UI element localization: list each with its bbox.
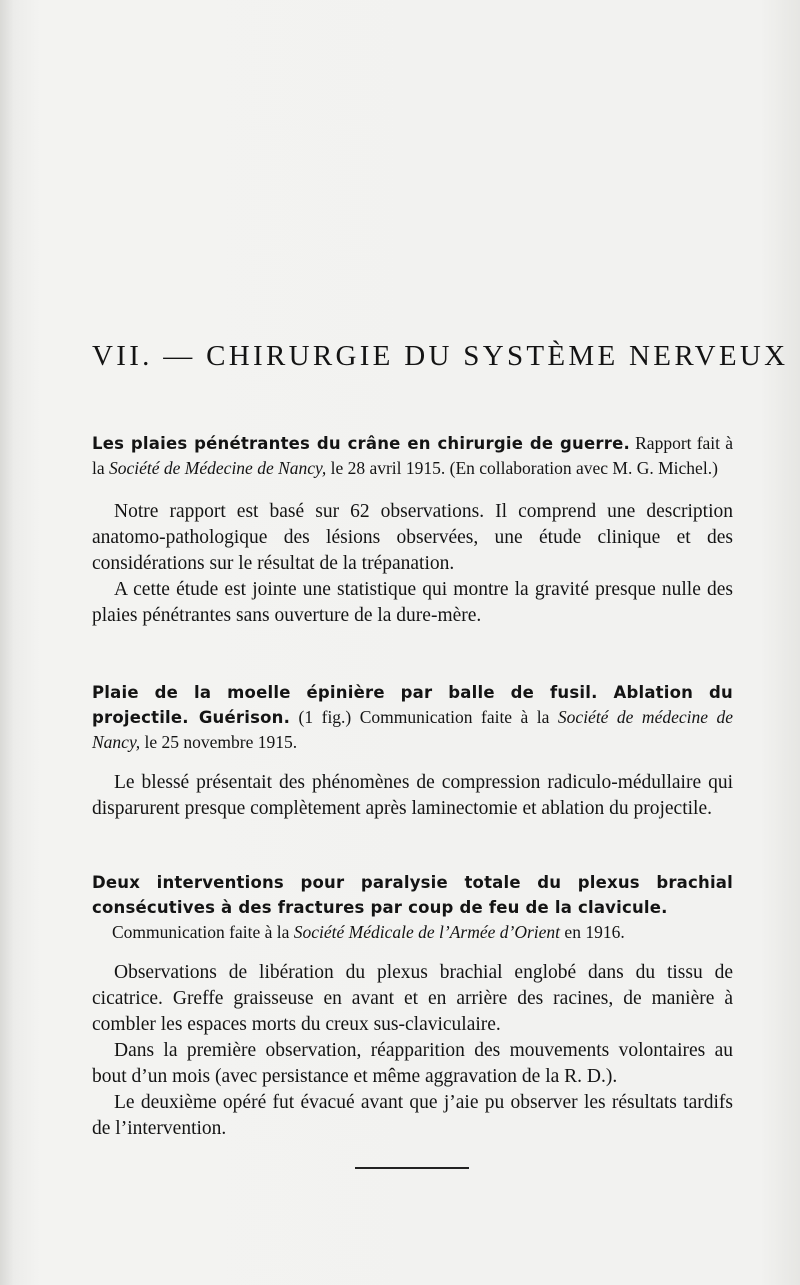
paragraph: Le deuxième opéré fut évacué avant que j’aie pu observer les résultats tardifs de l’intervention.: [92, 1092, 733, 1139]
entry-reference-prefix: Rapport fait à la: [92, 433, 734, 478]
entry-heading: [92, 870, 733, 944]
paragraph: Dans la première observation, réapparition des mouvements volontaires au bout d’un mois (avec persistance et même aggravation de la R. D.).: [92, 1040, 733, 1087]
entry-society: Société de Médecine de Nancy,: [109, 458, 327, 478]
chapter-title: VII. — CHIRURGIE DU SYSTÈME NERVEUX: [92, 340, 789, 372]
entry-society: Société Médicale de l’Armée d’Orient: [293, 922, 561, 942]
paragraph: Observations de libération du plexus brachial englobé dans du tissu de cicatrice. Greffe graisseuse en avant et en arrière des racines, de manière à combler les espaces morts du creux sus-claviculaire.: [92, 962, 733, 1035]
entry-reference-prefix: Communication faite à la: [112, 922, 294, 942]
entry-heading: [92, 431, 733, 480]
entry-reference-suffix: en 1916.: [560, 922, 625, 942]
entry-reference-suffix: le 25 novembre 1915.: [140, 732, 298, 752]
entry-title: Plaie de la moelle épinière par balle de fusil. Ablation du projectile. Guérison.: [92, 683, 733, 727]
entry-reference-prefix: (1 fig.) Communication faite à la: [290, 707, 558, 727]
entry-society: Société de médecine de Nancy,: [92, 707, 733, 752]
section-end-rule: [355, 1167, 469, 1169]
paragraph: Notre rapport est basé sur 62 observations. Il comprend une description anatomo-pathologique des lésions observées, une étude clinique et des considérations sur le résultat de la trépanation.: [92, 501, 733, 574]
entry-spinal-cord-wound: [92, 680, 733, 822]
paragraph: Le blessé présentait des phénomènes de compression radiculo-médullaire qui disparurent presque complètement après laminectomie et ablation du projectile.: [92, 772, 733, 819]
entry-heading: [92, 680, 733, 754]
paragraph: A cette étude est jointe une statistique qui montre la gravité presque nulle des plaies pénétrantes sans ouverture de la dure-mère.: [92, 579, 733, 626]
entry-reference-suffix: le 28 avril 1915. (En collaboration avec M. G. Michel.): [326, 458, 718, 478]
entry-title: Les plaies pénétrantes du crâne en chirurgie de guerre.: [92, 434, 630, 453]
entry-title: Deux interventions pour paralysie totale du plexus brachial consécutives à des fractures par coup de feu de la clavicule.: [92, 873, 733, 917]
entry-skull-wounds: [92, 431, 733, 629]
entry-reference: [92, 920, 733, 944]
entry-brachial-plexus: [92, 870, 733, 1142]
